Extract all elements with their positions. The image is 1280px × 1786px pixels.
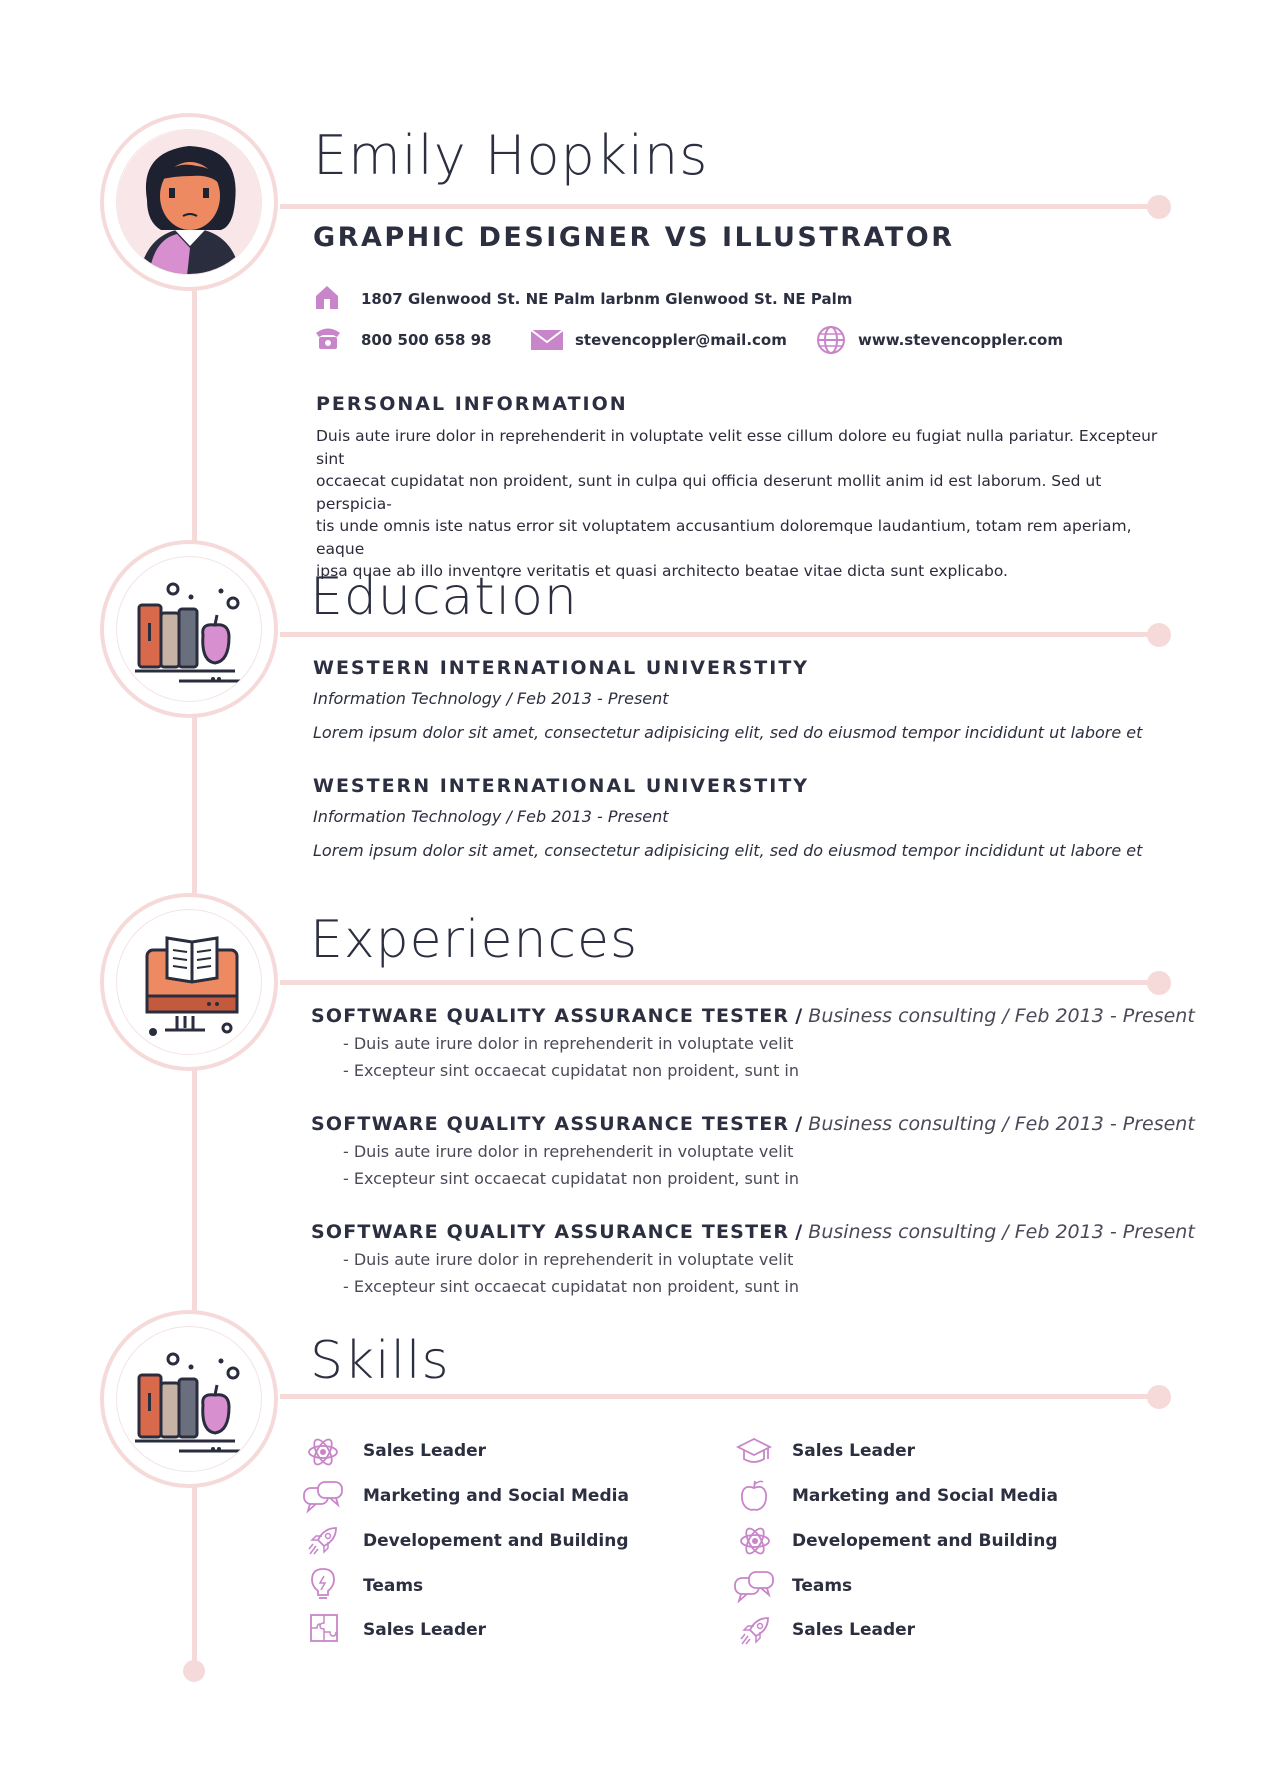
rocket-icon — [306, 1524, 340, 1558]
atom-icon — [306, 1435, 340, 1469]
skill-left-4: Teams — [363, 1576, 424, 1596]
experience-meta-1: Business consulting / Feb 2013 - Present — [808, 1005, 1195, 1027]
books-apple-icon — [117, 557, 262, 702]
education-title: Education — [310, 567, 578, 627]
person-role: GRAPHIC DESIGNER VS ILLUSTRATOR — [313, 222, 955, 253]
chat-bubbles-icon — [302, 1480, 344, 1514]
globe-icon — [815, 324, 847, 356]
header-divider — [280, 204, 1160, 209]
skill-right-2: Marketing and Social Media — [792, 1486, 1058, 1506]
avatar-ring — [100, 113, 278, 291]
skill-left-2: Marketing and Social Media — [363, 1486, 629, 1506]
puzzle-icon — [308, 1612, 340, 1644]
skills-divider-dot — [1147, 1385, 1171, 1409]
envelope-icon — [530, 328, 564, 352]
skill-right-3: Developement and Building — [792, 1531, 1058, 1551]
person-name: Emily Hopkins — [313, 124, 709, 187]
personal-info-title: PERSONAL INFORMATION — [316, 393, 628, 415]
education-school-1: WESTERN INTERNATIONAL UNIVERSTITY — [313, 657, 810, 679]
atom-icon — [738, 1524, 772, 1558]
experience-meta-3: Business consulting / Feb 2013 - Present — [808, 1221, 1195, 1243]
education-detail-1: Information Technology / Feb 2013 - Present — [313, 689, 669, 708]
avatar — [117, 130, 262, 275]
education-desc-1: Lorem ipsum dolor sit amet, consectetur adipisicing elit, sed do eiusmod tempor incididunt ut labore et — [313, 723, 1143, 742]
experiences-divider — [280, 980, 1160, 985]
skill-left-5: Sales Leader — [363, 1620, 487, 1640]
education-divider-dot — [1147, 623, 1171, 647]
skill-right-5: Sales Leader — [792, 1620, 916, 1640]
experience-bullet-2b: - Excepteur sint occaecat cupidatat non proident, sunt in — [343, 1169, 800, 1188]
home-icon — [313, 283, 341, 311]
experience-bullet-2a: - Duis aute irure dolor in reprehenderit in voluptate velit — [343, 1142, 794, 1161]
experience-bullet-1a: - Duis aute irure dolor in reprehenderit in voluptate velit — [343, 1034, 794, 1053]
experience-heading-3: SOFTWARE QUALITY ASSURANCE TESTER / Business consulting / Feb 2013 - Present — [311, 1221, 1195, 1243]
skills-divider — [280, 1394, 1160, 1399]
contact-address: 1807 Glenwood St. NE Palm larbnm Glenwood St. NE Palm — [361, 290, 853, 308]
contact-phone: 800 500 658 98 — [361, 331, 492, 349]
experience-role-2: SOFTWARE QUALITY ASSURANCE TESTER — [311, 1113, 790, 1135]
contact-website[interactable]: www.stevencoppler.com — [858, 331, 1063, 349]
contact-email[interactable]: stevencoppler@mail.com — [575, 331, 787, 349]
experiences-icon-ring — [100, 893, 278, 1071]
experience-meta-2: Business consulting / Feb 2013 - Present — [808, 1113, 1195, 1135]
book-monitor-icon — [117, 910, 262, 1055]
timeline-end-dot — [183, 1660, 205, 1682]
skill-right-1: Sales Leader — [792, 1441, 916, 1461]
apple-icon — [738, 1478, 770, 1514]
education-icon-ring — [100, 540, 278, 718]
graduation-cap-icon — [736, 1435, 772, 1467]
skills-icon-ring — [100, 1310, 278, 1488]
experience-bullet-1b: - Excepteur sint occaecat cupidatat non proident, sunt in — [343, 1061, 800, 1080]
personal-info-text: Duis aute irure dolor in reprehenderit in voluptate velit esse cillum dolore eu fugiat nulla pariatur. Excepteur sint occaecat cupidatat non proident, sunt in culpa qui officia deserunt mollit anim id est laborum. Sed ut perspicia- tis unde omnis iste natus error sit voluptatem accusantium doloremque laudantium, totam rem aperiam, eaque ipsa quae ab illo inventore veritatis et quasi architecto beatae vitae dicta sunt explicabo. — [316, 427, 1158, 580]
skill-left-1: Sales Leader — [363, 1441, 487, 1461]
skill-left-3: Developement and Building — [363, 1531, 629, 1551]
skill-right-4: Teams — [792, 1576, 853, 1596]
experiences-divider-dot — [1147, 971, 1171, 995]
books-apple-icon — [117, 1327, 262, 1472]
rocket-icon — [738, 1614, 772, 1648]
education-desc-2: Lorem ipsum dolor sit amet, consectetur adipisicing elit, sed do eiusmod tempor incididunt ut labore et — [313, 841, 1143, 860]
lightbulb-icon — [308, 1566, 338, 1602]
experience-role-3: SOFTWARE QUALITY ASSURANCE TESTER — [311, 1221, 790, 1243]
experience-bullet-3a: - Duis aute irure dolor in reprehenderit in voluptate velit — [343, 1250, 794, 1269]
experience-bullet-3b: - Excepteur sint occaecat cupidatat non proident, sunt in — [343, 1277, 800, 1296]
education-detail-2: Information Technology / Feb 2013 - Present — [313, 807, 669, 826]
experience-heading-1: SOFTWARE QUALITY ASSURANCE TESTER / Business consulting / Feb 2013 - Present — [311, 1005, 1195, 1027]
chat-bubbles-icon — [733, 1570, 775, 1604]
education-school-2: WESTERN INTERNATIONAL UNIVERSTITY — [313, 775, 810, 797]
experience-heading-2: SOFTWARE QUALITY ASSURANCE TESTER / Business consulting / Feb 2013 - Present — [311, 1113, 1195, 1135]
experiences-title: Experiences — [310, 910, 639, 970]
experience-role-1: SOFTWARE QUALITY ASSURANCE TESTER — [311, 1005, 790, 1027]
phone-icon — [313, 324, 343, 352]
skills-title: Skills — [310, 1331, 450, 1391]
header-divider-dot — [1147, 195, 1171, 219]
education-divider — [280, 632, 1160, 637]
